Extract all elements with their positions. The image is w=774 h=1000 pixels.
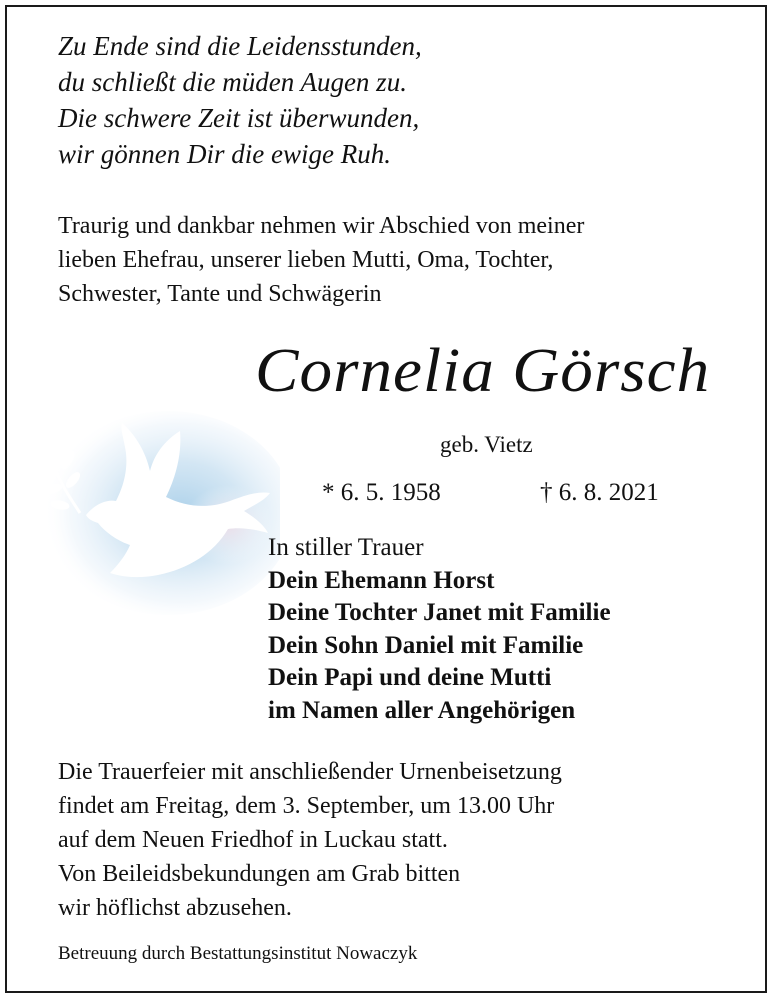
details-line: findet am Freitag, dem 3. September, um 13.00 Uhr — [58, 793, 555, 819]
intro-line: Traurig und dankbar nehmen wir Abschied von meiner — [58, 213, 585, 239]
poem-line: Zu Ende sind die Leidensstunden, — [58, 31, 422, 61]
details-line: wir höflichst abzusehen. — [58, 895, 292, 921]
intro-text — [58, 209, 584, 311]
mourner-line: Dein Sohn Daniel mit Familie — [268, 631, 584, 659]
mourner-line: Dein Ehemann Horst — [268, 566, 495, 594]
dove-icon — [18, 405, 280, 617]
poem-line: du schließt die müden Augen zu. — [58, 67, 407, 97]
death-date: † 6. 8. 2021 — [540, 479, 659, 506]
birth-name: geb. Vietz — [440, 432, 533, 457]
details-line: Die Trauerfeier mit anschließender Urnenbeisetzung — [58, 759, 562, 785]
mourner-line: im Namen aller Angehörigen — [268, 696, 576, 724]
mourner-line: Dein Papi und deine Mutti — [268, 664, 552, 691]
intro-line: lieben Ehefrau, unserer lieben Mutti, Oma, Tochter, — [58, 247, 554, 273]
birth-date: * 6. 5. 1958 — [322, 479, 441, 506]
poem-line: wir gönnen Dir die ewige Ruh. — [58, 139, 391, 169]
undertaker-credit: Betreuung durch Bestattungsinstitut Nowaczyk — [58, 943, 418, 964]
details-line: Von Beileidsbekundungen am Grab bitten — [58, 861, 461, 887]
poem — [58, 28, 422, 172]
deceased-name: Cornelia Görsch — [255, 337, 711, 405]
mourner-line: Deine Tochter Janet mit Familie — [268, 599, 611, 626]
details-line: auf dem Neuen Friedhof in Luckau statt. — [58, 827, 448, 853]
mourners-block — [268, 532, 611, 727]
mourners-heading: In stiller Trauer — [268, 534, 424, 561]
funeral-details — [58, 755, 562, 925]
poem-line: Die schwere Zeit ist überwunden, — [58, 103, 420, 133]
intro-line: Schwester, Tante und Schwägerin — [58, 281, 382, 307]
